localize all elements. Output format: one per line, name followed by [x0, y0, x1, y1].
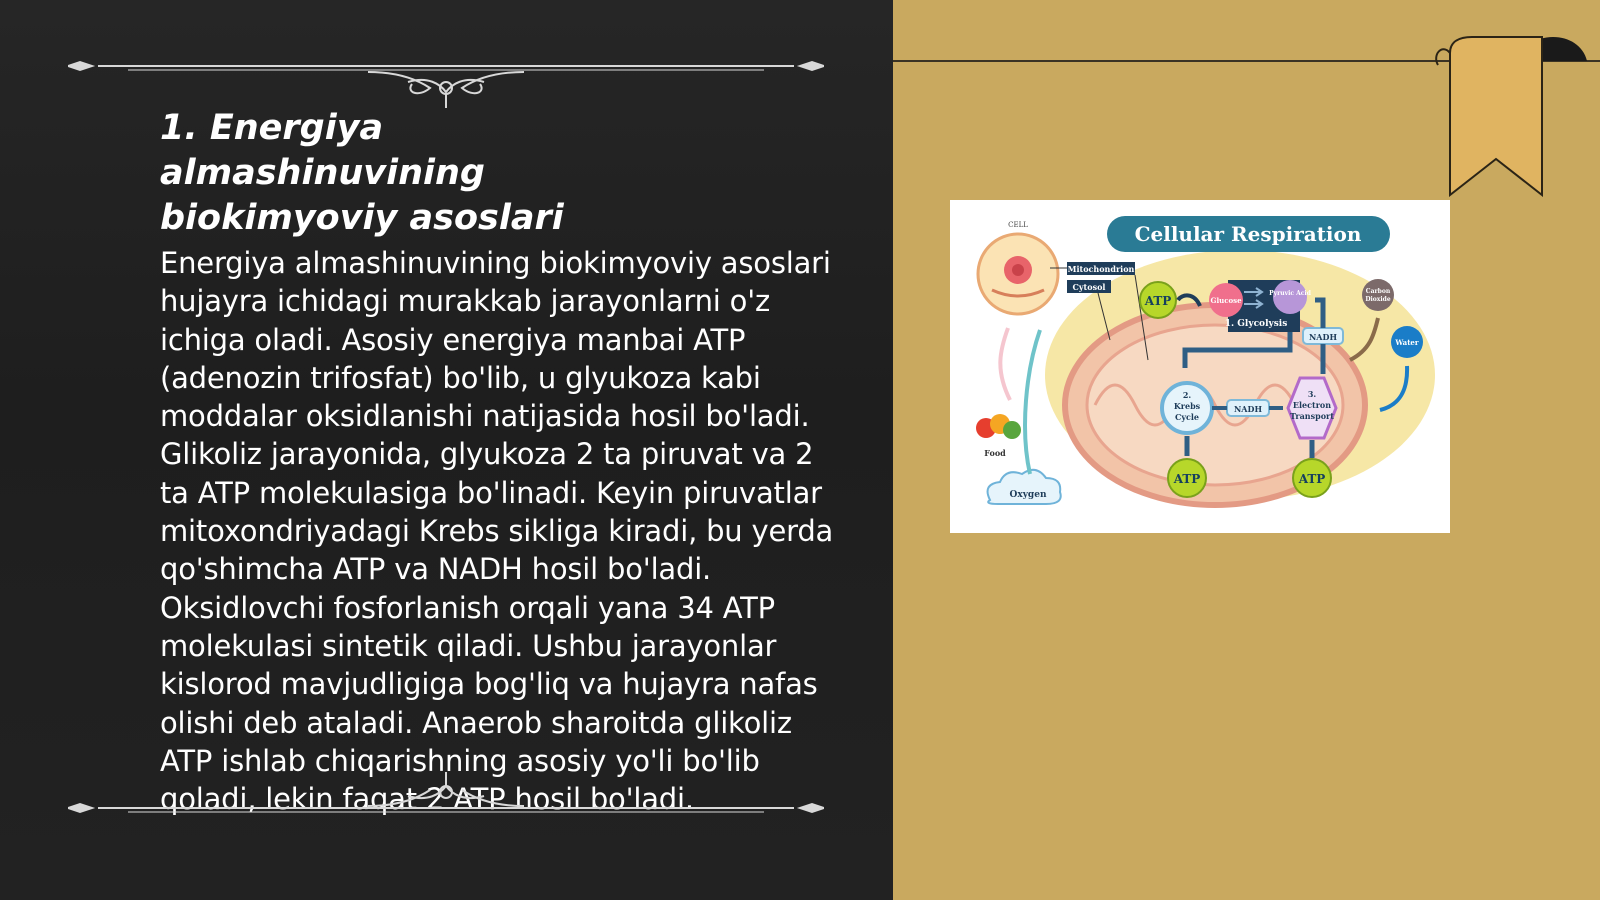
carbon-dioxide-label-1: Carbon	[1365, 288, 1391, 295]
slide-body-text: Energiya almashinuvining biokimyoviy asoslari hujayra ichidagi murakkab jarayonlarni o'z ichiga oladi. Asosiy energiya manbai ATP (adenozin trifosfat) bo'lib, u glyukoza kabi moddalar oksidlanishi natijasida hosil bo'ladi. Glikoliz jarayonida, glyukoza 2 ta piruvat va 2 ta ATP molekulasiga bo'linadi. Keyin piruvatlar mitoxondriyadagi Krebs sikliga kiradi, bu yerda qo'shimcha ATP va NADH hosil bo'ladi. Oksidlovchi fosforlanish orqali yana 34 ATP molekulasi sintetik qiladi. Ushbu jarayonlar kislorod mavjudligiga bog'liq va hujayra nafas olishi deb ataladi. Anaerob sharoitda glikoliz ATP ishlab chiqarishning asosiy yo'li bo'lib qoladi, lekin faqat 2 ATP hosil bo'ladi.	[160, 246, 834, 817]
cytosol-label: Cytosol	[1072, 282, 1106, 292]
mitochondrion-label: Mitochondrion	[1067, 264, 1135, 274]
krebs-label-2: Krebs	[1173, 401, 1201, 411]
oxygen-label: Oxygen	[1009, 490, 1047, 500]
cellular-respiration-diagram	[950, 200, 1450, 533]
cell-label: CELL	[1008, 221, 1028, 229]
food-label: Food	[984, 448, 1006, 458]
nadh-top-label: NADH	[1308, 332, 1338, 342]
diagram-title: Cellular Respiration	[1134, 222, 1362, 246]
top-ornament-divider	[68, 58, 824, 108]
pyruvic-acid-icon	[1273, 280, 1307, 314]
pyruvic-acid-label: Pyruvic Acid	[1269, 290, 1311, 297]
bookmark-ribbon	[1432, 35, 1587, 197]
glycolysis-label: 1. Glycolysis	[1224, 319, 1288, 329]
krebs-label-1: 2.	[1182, 390, 1192, 400]
nadh-mid-label: NADH	[1233, 404, 1263, 414]
atp-label-glycolysis: ATP	[1144, 294, 1172, 308]
bottom-ornament-divider	[68, 772, 824, 822]
carbon-dioxide-label-2: Dioxide	[1365, 296, 1391, 303]
atp-label-electron: ATP	[1298, 472, 1326, 486]
slide-title: 1. Energiya almashinuvining biokimyoviy asoslari	[160, 108, 564, 238]
electron-label-2: Electron	[1292, 400, 1332, 410]
food-icon	[1003, 421, 1021, 439]
atp-label-krebs: ATP	[1173, 472, 1201, 486]
electron-label-3: Transport	[1290, 411, 1334, 421]
glucose-label: Glucose	[1210, 296, 1242, 305]
krebs-label-3: Cycle	[1174, 412, 1200, 422]
water-label: Water	[1395, 338, 1419, 347]
electron-label-1: 3.	[1307, 389, 1317, 399]
carbon-dioxide-icon	[1362, 279, 1394, 311]
